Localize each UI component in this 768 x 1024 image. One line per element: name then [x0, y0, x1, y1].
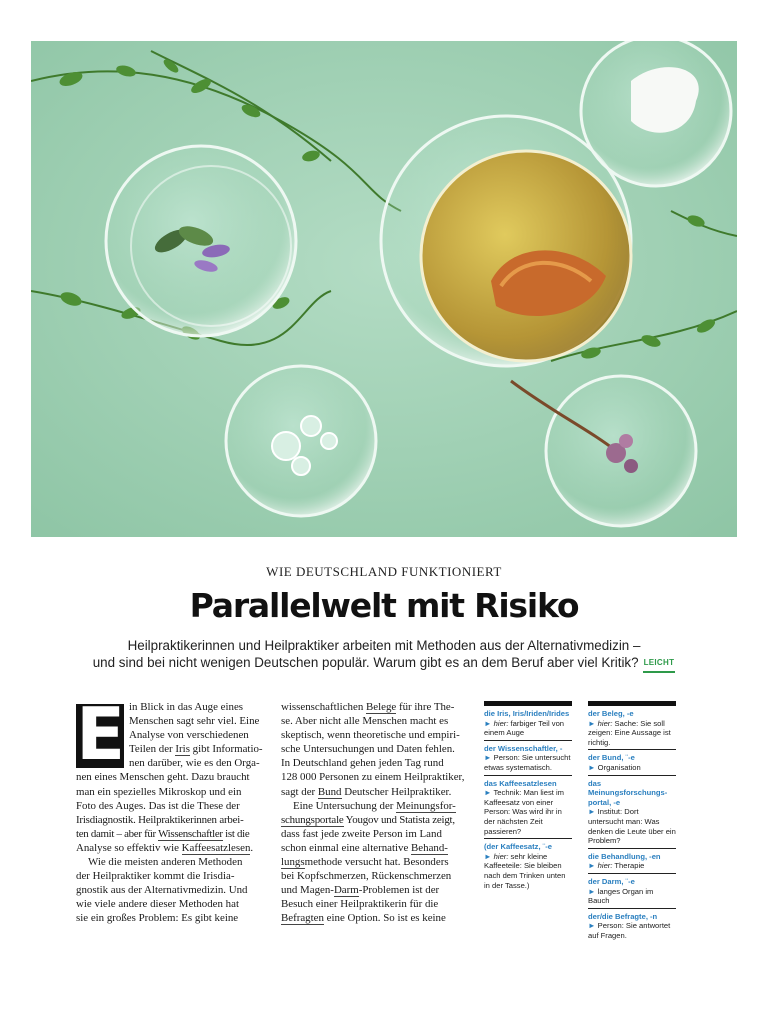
arrow-icon: ►: [588, 807, 596, 817]
subtitle-line: Heilpraktikerinnen und Heilpraktiker arbeiten mit Methoden aus der Alternativmedizin –: [127, 638, 641, 653]
article-line: Irisdiagnostik. Heilpraktikerinnen arbei-: [76, 813, 244, 826]
glossary-term: der Bund, ¨-e: [588, 753, 635, 763]
arrow-icon: ►: [484, 851, 492, 861]
glossary-definition: Technik: Man liest im Kaffeesatz von einer Person: Was wird ihr in der nächsten Zeit passieren?: [484, 788, 564, 836]
article-line: schungsportale Yougov und Statista zeigt,: [281, 813, 455, 826]
glossary-definition: hier: Therapie: [597, 861, 645, 871]
glossary-bar: [484, 701, 572, 706]
article-line: Menschen sagt sehr viel. Eine: [129, 715, 260, 728]
article-line: sie ein großes Problem: Es gibt keine: [76, 912, 239, 925]
glossary-entry: [484, 841, 572, 892]
arrow-icon: ►: [588, 886, 596, 896]
glossary-entry: [484, 743, 572, 776]
header-photo: [31, 41, 737, 537]
glossary-definition: langes Organ im Bauch: [588, 886, 654, 906]
glossary-entry: [588, 851, 676, 874]
article-line: In Deutschland gehen jeden Tag rund: [281, 757, 444, 770]
article-line: schon einmal eine alternative Behand-: [281, 841, 448, 854]
glossary-entry: [484, 778, 572, 840]
article-line: Foto des Auges. Das ist die These der: [76, 799, 240, 812]
arrow-icon: ►: [588, 718, 596, 728]
glossary-definition: hier: farbiger Teil von einem Auge: [484, 718, 565, 738]
article-line: Wie die meisten anderen Methoden: [88, 856, 243, 869]
article-line: nen darüber, wie es den Orga-: [129, 757, 260, 770]
article-line: wissenschaftlichen Belege für ihre The-: [281, 701, 455, 713]
article-column-2: [281, 700, 472, 926]
glossary-column-1: [484, 701, 572, 894]
article-line: dass fast jede zweite Person im Land: [281, 827, 442, 840]
article-line: sche Untersuchungen und Daten fehlen.: [281, 743, 455, 756]
arrow-icon: ►: [588, 921, 596, 931]
article-line: se. Aber nicht alle Menschen macht es: [281, 715, 449, 728]
petri-dish-gel: [226, 366, 376, 516]
article-line: skeptisch, wenn theoretische und empiri-: [281, 729, 460, 742]
drop-cap: E: [76, 692, 126, 776]
article-line: bei Kopfschmerzen, Rückenschmerzen: [281, 870, 452, 883]
page-title: Parallelwelt mit Risiko: [189, 586, 579, 625]
article-line: und Magen-Darm-Problemen ist der: [281, 884, 440, 897]
arrow-icon: ►: [588, 861, 596, 871]
article-line: wie viele andere dieser Methoden hat: [76, 898, 239, 911]
glossary-entry: [588, 708, 676, 750]
article-line: Eine Untersuchung der Meinungsfor-: [293, 799, 456, 812]
glossary-definition: Organisation: [597, 762, 641, 772]
level-badge: LEICHT: [643, 654, 676, 673]
arrow-icon: ►: [484, 788, 492, 798]
glossary-term: die Behandlung, -en: [588, 851, 661, 861]
article-line: Befragten eine Option. So ist es keine: [281, 912, 446, 925]
article-line: Analyse von verschiedenen: [129, 729, 249, 742]
glossary-definition: hier: sehr kleine Kaffeeteile: Sie bleiben nach dem Trinken unten in der Tasse.): [484, 851, 566, 890]
glossary-bar: [588, 701, 676, 706]
glossary-term: der Wissenschaftler, -: [484, 743, 563, 753]
article-line: sagt der Bund Deutscher Heilpraktiker.: [281, 785, 452, 798]
glossary-entry: [588, 911, 676, 943]
glossary-term: das Meinungsforschungs-portal, -e: [588, 778, 668, 807]
article-column-1: [76, 692, 271, 926]
glossary-entry: [484, 708, 572, 741]
article-line: Besuch einer Heilpraktikerin für die: [281, 898, 439, 911]
glossary-definition: Person: Sie antwortet auf Fragen.: [588, 921, 671, 940]
glossary-entry: [588, 778, 676, 849]
article-line: in Blick in das Auge eines: [129, 701, 244, 713]
glossary-definition: hier: Sache: Sie soll zeigen: Eine Aussage ist richtig.: [588, 718, 671, 747]
article-line: ten damit – aber für Wissenschaftler ist die: [76, 827, 250, 840]
article-line: Analyse so effektiv wie Kaffeesatzlesen.: [76, 841, 254, 854]
glossary-term: der Beleg, -e: [588, 709, 634, 718]
petri-dish-cream: [581, 41, 731, 186]
article-line: 128 000 Personen zu einem Heilpraktiker,: [281, 771, 465, 784]
glossary-entry: [588, 752, 676, 775]
glossary-term: der Darm, ¨-e: [588, 876, 635, 886]
arrow-icon: ►: [588, 762, 596, 772]
glossary-definition: Person: Sie untersucht etwas systematisch.: [484, 753, 571, 772]
article-line: man ein spezielles Mikroskop und ein: [76, 785, 242, 798]
kicker: WIE DEUTSCHLAND FUNKTIONIERT: [266, 564, 502, 579]
glossary-term: die Iris, Iris/Iriden/Irides: [484, 709, 570, 718]
subtitle: [60, 637, 708, 673]
glossary-column-2: [588, 701, 676, 944]
glossary-entry: [588, 876, 676, 909]
glossary-term: der/die Befragte, -n: [588, 911, 658, 921]
glossary-term: das Kaffeesatzlesen: [484, 778, 557, 788]
glossary-term: (der Kaffeesatz, ¨-e: [484, 842, 552, 852]
glossary-definition: Institut: Dort untersucht man: Was denken die Leute über ein Problem?: [588, 807, 676, 846]
arrow-icon: ►: [484, 753, 492, 763]
arrow-icon: ►: [484, 718, 492, 728]
article-line: Teilen der Iris gibt Informatio-: [129, 743, 263, 756]
subtitle-line: und sind bei nicht wenigen Deutschen populär. Warum gibt es an dem Beruf aber viel Kritik?: [92, 655, 639, 670]
article-line: gnostik aus der Alternativmedizin. Und: [76, 884, 248, 897]
article-line: lungsmethode versucht hat. Besonders: [281, 856, 449, 869]
article-line: der Heilpraktiker kommt die Irisdia-: [76, 870, 235, 883]
article-line: nen eines Menschen geht. Dazu braucht: [76, 771, 250, 784]
